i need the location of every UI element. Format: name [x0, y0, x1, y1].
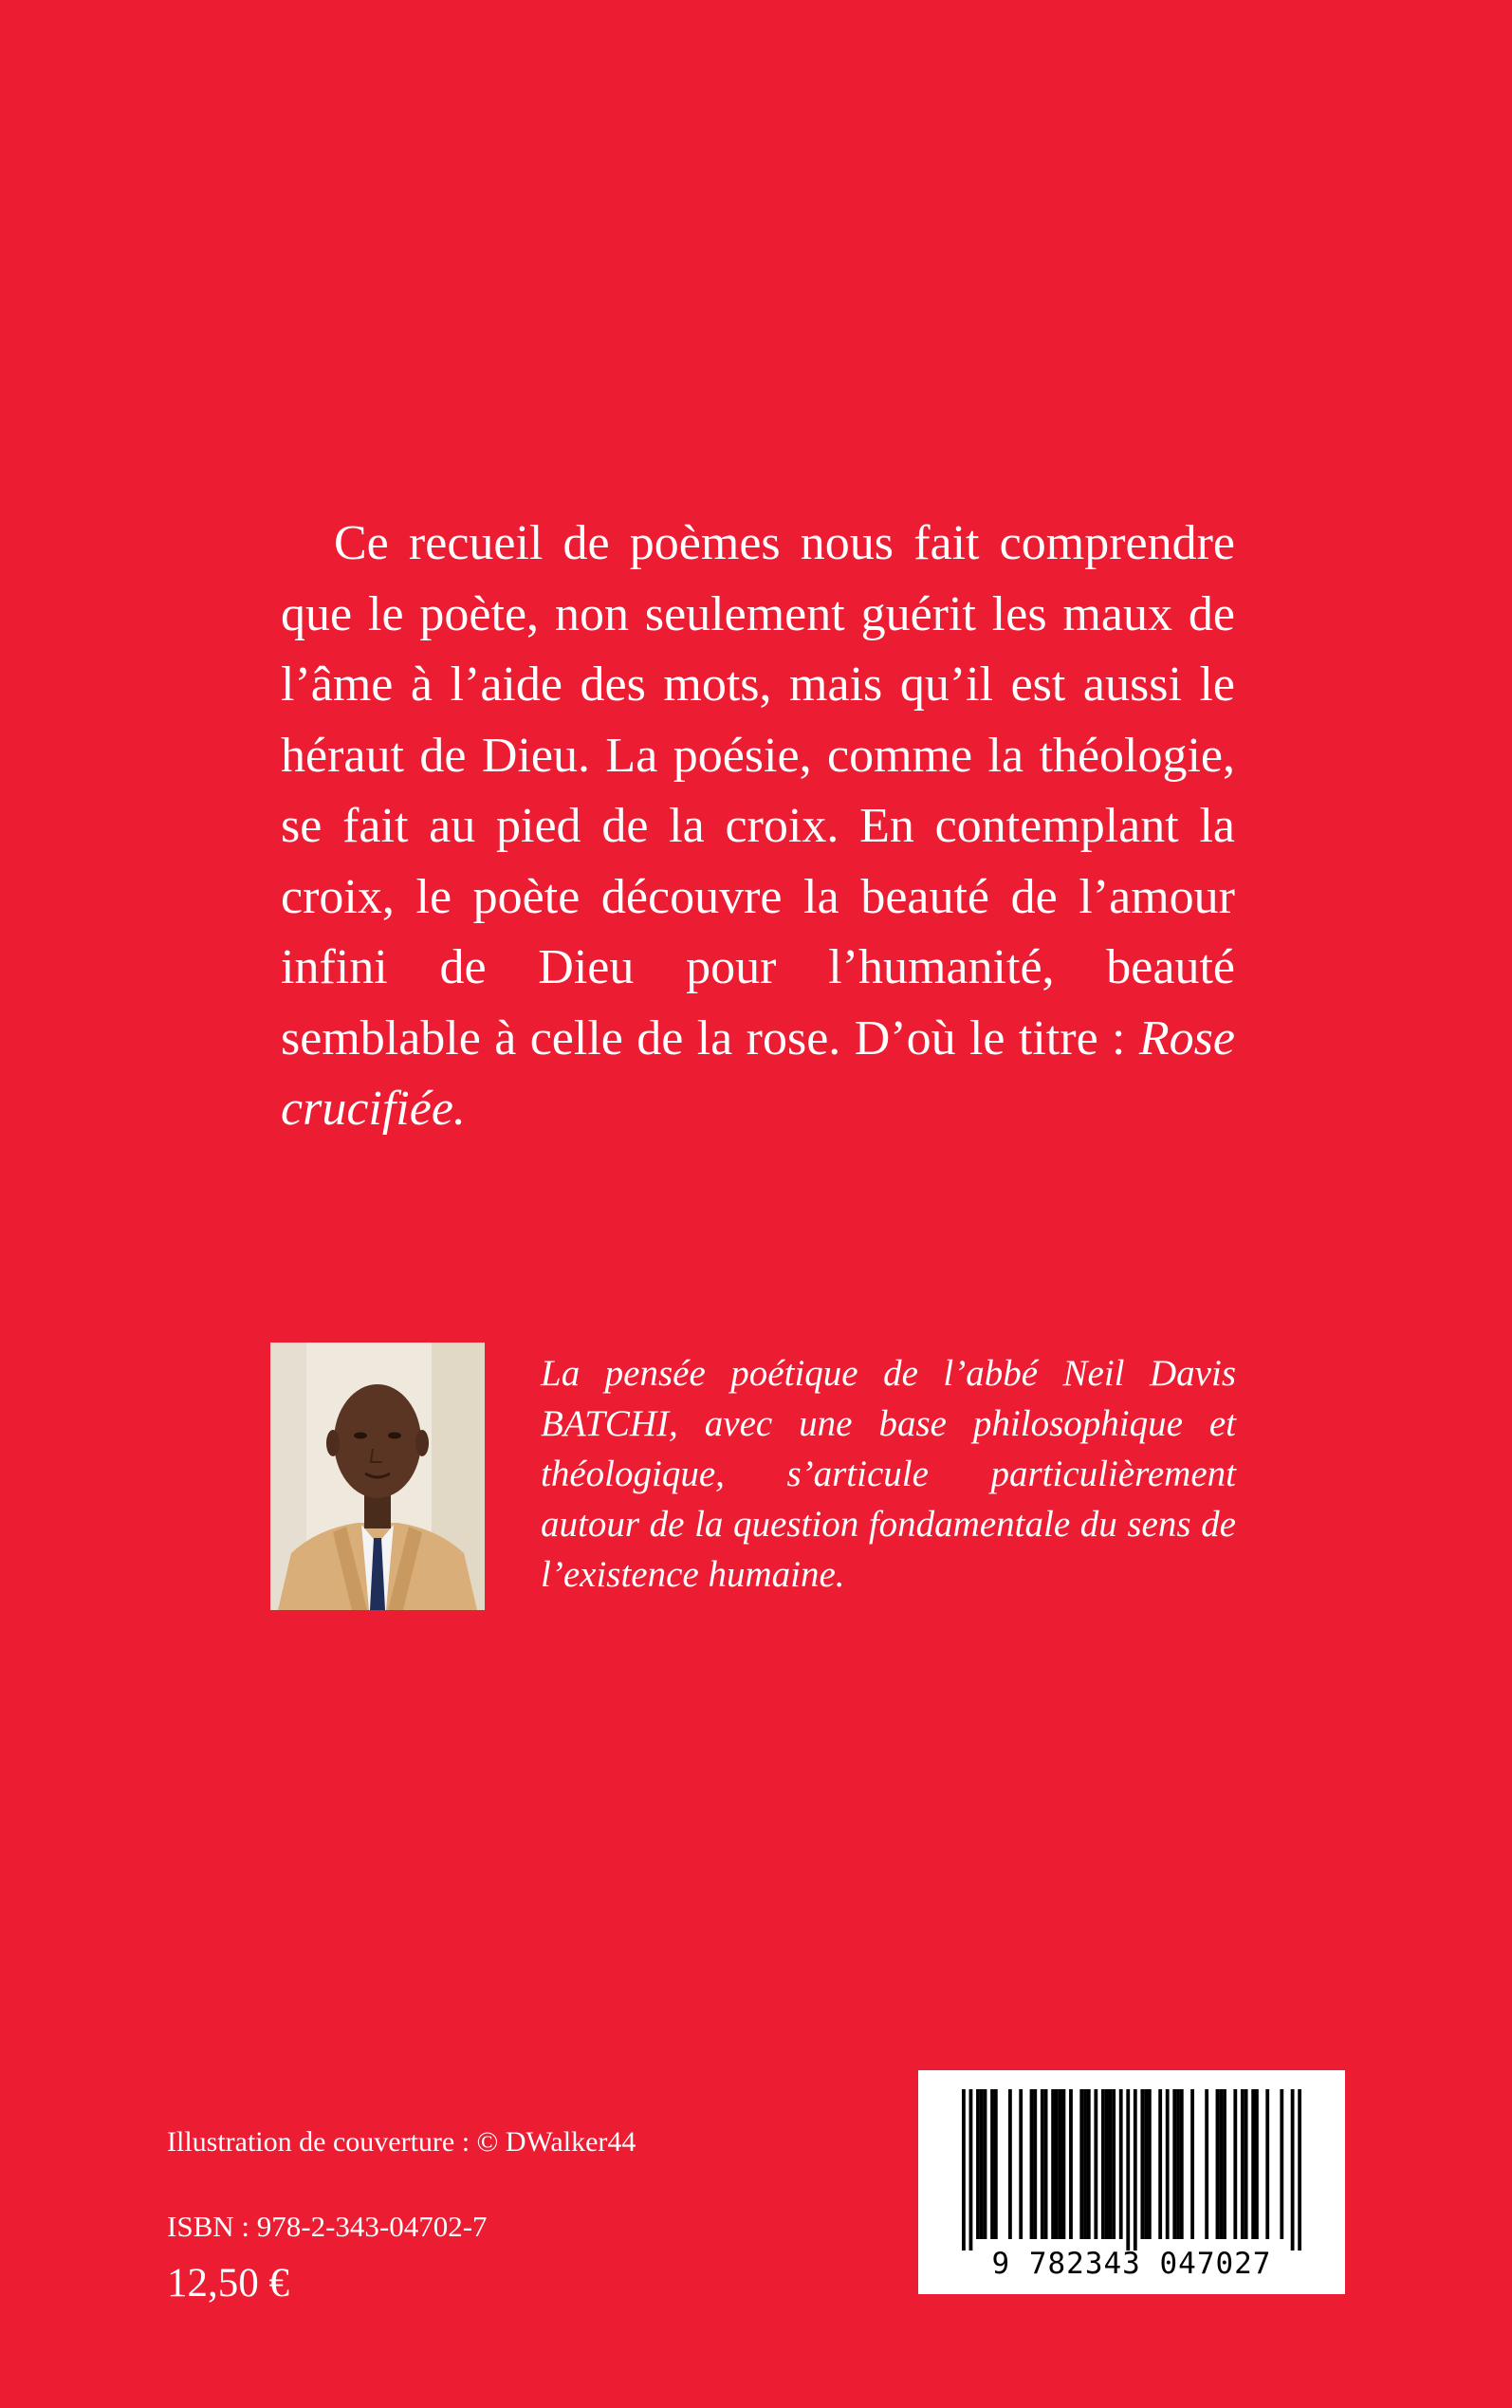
barcode-bar — [984, 2089, 987, 2239]
barcode-bar — [1265, 2089, 1269, 2239]
barcode-bar — [1008, 2089, 1012, 2239]
barcode-bar — [1245, 2089, 1248, 2239]
barcode-bar — [1180, 2089, 1184, 2239]
barcode-bar — [1041, 2089, 1044, 2239]
author-photo — [270, 1343, 485, 1610]
barcode-bar — [1134, 2089, 1137, 2251]
barcode-bar — [1105, 2089, 1109, 2239]
barcode-bar — [1126, 2089, 1130, 2251]
barcode-bar — [1205, 2089, 1208, 2239]
blurb-text: Ce recueil de poèmes nous fait comprendre que le poète, non seulement guérit les maux de l’âme à l’aide des mots, mais qu’il est aussi le héraut de Dieu. La poésie, comme la théologie, se fait au pied de la croix. En contemplant la croix, le poète découvre la beauté de l’amour infini de Dieu pour l’humanité, beauté semblable à celle de la rose. D’où le titre : — [281, 516, 1235, 1065]
barcode-bar — [1176, 2089, 1180, 2239]
barcode-bar — [1059, 2089, 1062, 2239]
barcode-bar — [1112, 2089, 1116, 2239]
cover-illustration-credit: Illustration de couverture : © DWalker44 — [167, 2126, 636, 2158]
barcode-bar — [1291, 2089, 1295, 2251]
barcode-bar — [1219, 2089, 1223, 2239]
barcode-bar — [1062, 2089, 1066, 2239]
barcode-bar — [1109, 2089, 1113, 2239]
barcode-bar — [1083, 2089, 1087, 2239]
barcode-bar — [994, 2089, 998, 2239]
barcode-bar — [1055, 2089, 1059, 2239]
barcode-bar — [1094, 2089, 1097, 2239]
barcode-bars-icon — [962, 2089, 1301, 2251]
barcode-bar — [1051, 2089, 1055, 2239]
barcode-bar — [962, 2089, 966, 2251]
barcode-bar — [1298, 2089, 1301, 2251]
barcode-bar — [1079, 2089, 1083, 2239]
blurb-paragraph — [281, 509, 1235, 1145]
barcode-bar — [1119, 2089, 1123, 2239]
barcode-bar — [1223, 2089, 1226, 2239]
barcode-bar — [990, 2089, 994, 2239]
barcode-bar — [1101, 2089, 1105, 2239]
barcode-bar — [969, 2089, 973, 2251]
barcode-bar — [1044, 2089, 1048, 2239]
barcode-bar — [1241, 2089, 1245, 2239]
isbn-number: ISBN : 978-2-343-04702-7 — [167, 2210, 488, 2243]
barcode-digits: 9 782343 047027 — [991, 2247, 1272, 2281]
barcode-bar — [1158, 2089, 1162, 2239]
barcode-bar — [1166, 2089, 1170, 2239]
barcode-bar — [980, 2089, 984, 2239]
barcode-bar — [1190, 2089, 1194, 2239]
price: 12,50 € — [167, 2261, 289, 2306]
barcode-bar — [1251, 2089, 1255, 2239]
barcode-bar — [976, 2089, 980, 2239]
barcode-bar — [1140, 2089, 1144, 2239]
barcode-bar — [1019, 2089, 1023, 2239]
barcode-bar — [1030, 2089, 1034, 2239]
barcode-bar — [1233, 2089, 1237, 2239]
barcode-bar — [1216, 2089, 1220, 2239]
barcode-bar — [1033, 2089, 1037, 2239]
barcode-bar — [1087, 2089, 1091, 2239]
author-portrait-icon — [270, 1343, 485, 1610]
author-bio: La pensée poétique de l’abbé Neil Davis BATCHI, avec une base philosophique et théologique, s’articule particulièrement autour de la question fondamentale du sens de l’existence humaine. — [541, 1353, 1236, 1595]
barcode-bar — [1144, 2089, 1148, 2239]
barcode-bar — [1172, 2089, 1176, 2239]
barcode-bar — [1255, 2089, 1259, 2239]
barcode-bar — [1148, 2089, 1152, 2239]
book-title: Rose crucifiée. — [281, 1010, 1235, 1136]
barcode — [918, 2070, 1345, 2294]
barcode-bar — [1069, 2089, 1073, 2239]
barcode-bar — [1280, 2089, 1283, 2239]
